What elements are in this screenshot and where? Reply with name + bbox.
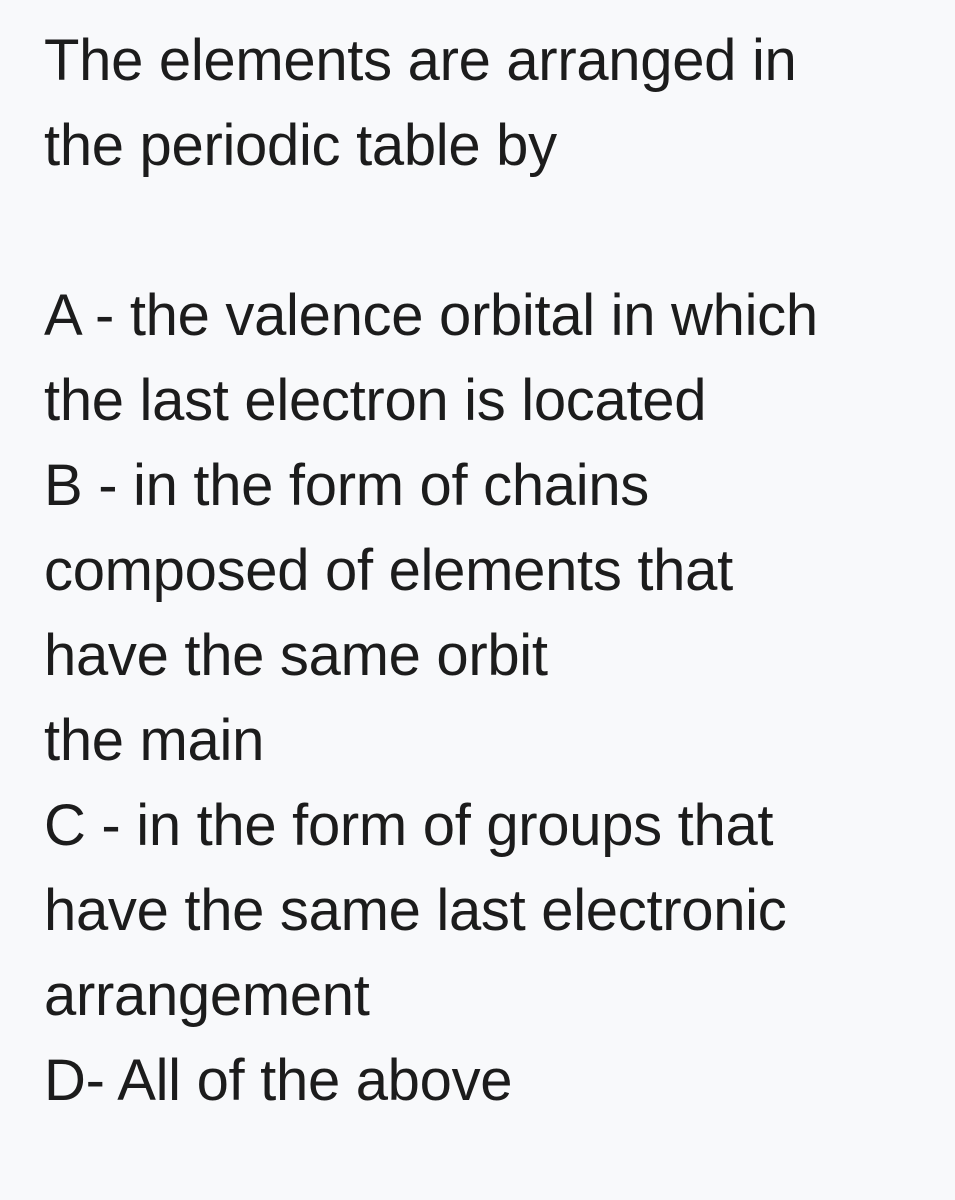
option-c [44,783,911,1038]
question-line: The elements are arranged in [44,28,797,93]
question-line: the periodic table by [44,113,557,178]
option-a-line: A - the valence orbital in which [44,283,818,348]
blank-line [44,188,911,273]
option-d [44,1038,911,1123]
option-a [44,273,911,443]
option-b-line: B - in the form of chains [44,453,649,518]
option-b-line: the main [44,708,265,773]
option-c-line: C - in the form of groups that [44,793,774,858]
option-b-line: composed of elements that [44,538,733,603]
option-b-line: have the same orbit [44,623,548,688]
option-a-line: the last electron is located [44,368,707,433]
option-d-line: D- All of the above [44,1048,513,1113]
question-text [44,18,911,188]
option-b [44,443,911,783]
option-c-line: have the same last electronic [44,878,787,943]
option-c-line: arrangement [44,963,370,1028]
